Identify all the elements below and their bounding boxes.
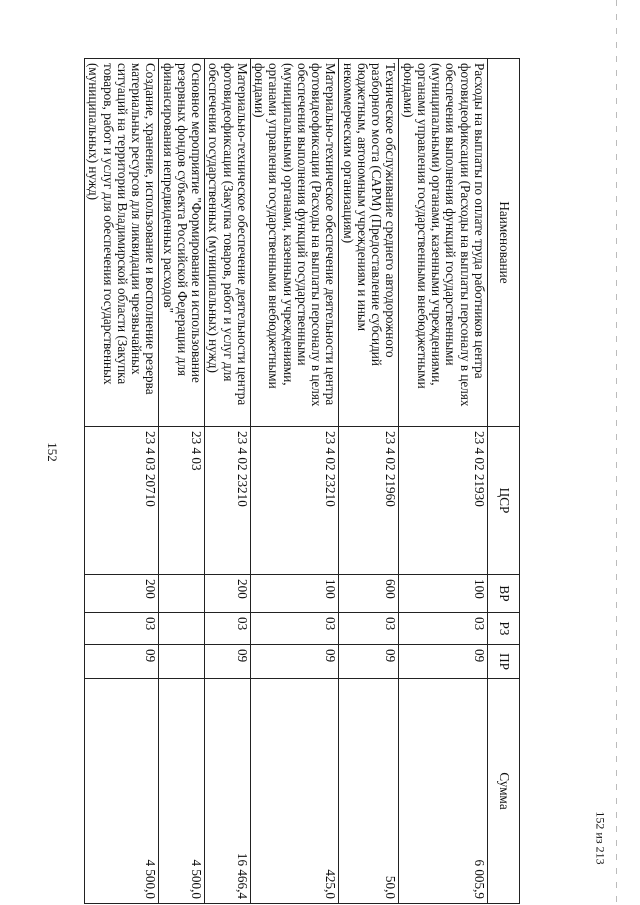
row-name: Основное мероприятие "Формирование и использование резервных фондов субъекта Российской Федерации для финансирования непредвиденных расходов" <box>159 59 205 427</box>
header-csr: ЦСР <box>488 427 520 575</box>
row-vr: 600 <box>339 575 399 613</box>
header-sum: Сумма <box>488 679 520 904</box>
page-footer: 152 из 213 <box>593 811 608 865</box>
row-pr: 09 <box>339 645 399 679</box>
row-rz <box>159 613 205 645</box>
row-csr: 23 4 02 21930 <box>399 427 488 575</box>
row-sum: 4 500,0 <box>85 679 159 904</box>
row-vr: 100 <box>251 575 340 613</box>
row-rz: 03 <box>85 613 159 645</box>
page-number: 152 <box>45 442 60 462</box>
row-name: Материально-техническое обеспечение деятельности центра фотовидеофиксации (Закупка товаров, работ и услуг для обеспечения государственных (муниципальных) нужд) <box>205 59 251 427</box>
row-vr: 200 <box>205 575 251 613</box>
table-row <box>339 59 399 904</box>
header-pr: ПР <box>488 645 520 679</box>
budget-table <box>84 58 520 904</box>
row-rz: 03 <box>251 613 340 645</box>
row-rz: 03 <box>399 613 488 645</box>
row-rz: 03 <box>205 613 251 645</box>
scan-edge-divider <box>616 0 617 905</box>
row-name: Расходы на выплаты по оплате труда работников центра фотовидеофиксации (Расходы на выплаты персоналу в целях обеспечения выполнения функций государственными (муниципальными) органами, казенными учреждениями, органами управления государственными внебюджетными фондами) <box>399 59 488 427</box>
row-csr: 23 4 02 23210 <box>205 427 251 575</box>
row-csr: 23 4 03 <box>159 427 205 575</box>
table-row <box>205 59 251 904</box>
row-name: Создание, хранение, использование и восполнение резерва материальных ресурсов для ликвидации чрезвычайных ситуаций на территории Владимирской области (Закупка товаров, работ и услуг для обеспечения государственных (муниципальных) нужд) <box>85 59 159 427</box>
table-row <box>399 59 488 904</box>
row-pr: 09 <box>399 645 488 679</box>
row-sum: 4 500,0 <box>159 679 205 904</box>
row-pr: 09 <box>85 645 159 679</box>
header-rz: РЗ <box>488 613 520 645</box>
row-vr <box>159 575 205 613</box>
row-pr <box>159 645 205 679</box>
row-vr: 200 <box>85 575 159 613</box>
table-header-row <box>488 59 520 904</box>
row-sum: 50,0 <box>339 679 399 904</box>
row-pr: 09 <box>251 645 340 679</box>
row-name: Техническое обслуживание среднего автодорожного разборного моста (САРМ) (Предоставление субсидий бюджетным, автономным учреждениям и иным некоммерческим организациям) <box>339 59 399 427</box>
table-row <box>85 59 159 904</box>
row-rz: 03 <box>339 613 399 645</box>
row-vr: 100 <box>399 575 488 613</box>
row-sum: 16 466,4 <box>205 679 251 904</box>
header-name: Наименование <box>488 59 520 427</box>
table-row <box>159 59 205 904</box>
row-sum: 6 005,9 <box>399 679 488 904</box>
row-csr: 23 4 02 21960 <box>339 427 399 575</box>
row-sum: 425,0 <box>251 679 340 904</box>
row-name: Материально-техническое обеспечение деятельности центра фотовидеофиксации (Расходы на выплаты персоналу в целях обеспечения выполнения функций государственными (муниципальными) органами, казенными учреждениями, органами управления государственными внебюджетными фондами) <box>251 59 340 427</box>
row-pr: 09 <box>205 645 251 679</box>
row-csr: 23 4 03 20710 <box>85 427 159 575</box>
table-row <box>251 59 340 904</box>
header-vr: ВР <box>488 575 520 613</box>
row-csr: 23 4 02 23210 <box>251 427 340 575</box>
